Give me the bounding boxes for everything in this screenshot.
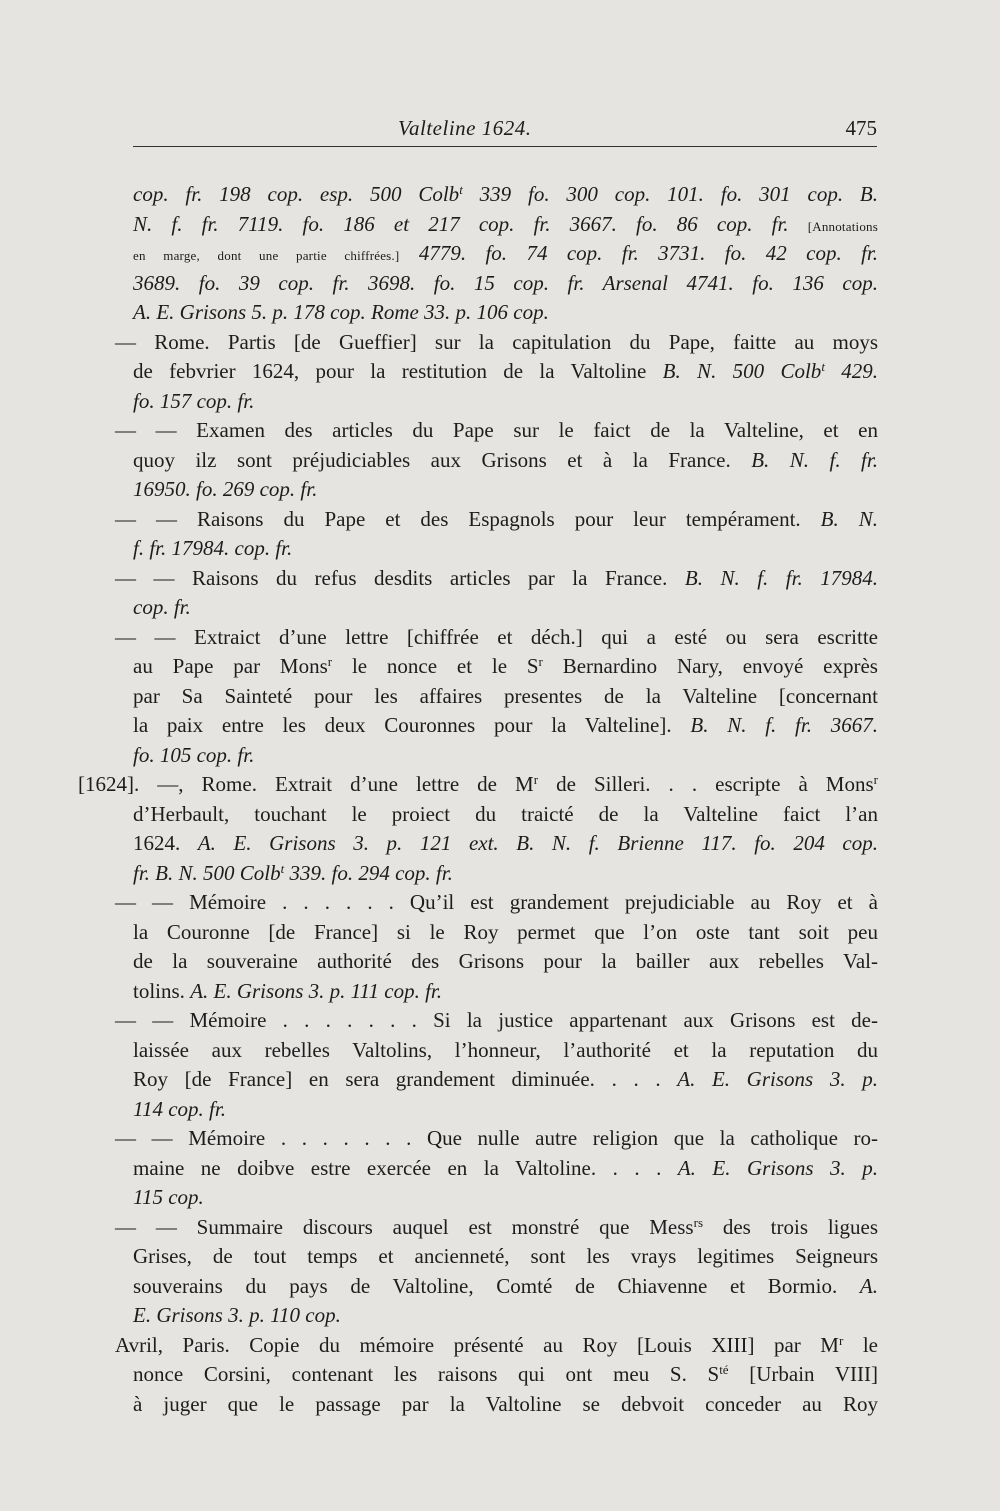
text-line: 16950. fo. 269 cop. fr. (133, 477, 318, 501)
text-line: à juger que le passage par la Valtoline se debvoit conceder au Roy (133, 1392, 878, 1416)
text-line: A. E. Grisons 5. p. 178 cop. Rome 33. p. 106 cop. (133, 300, 549, 324)
text-line: — — Mémoire . . . . . . . Si la justice appartenant aux Grisons est de- (115, 1008, 878, 1032)
text-line: — — Mémoire . . . . . . . Que nulle autre religion que la catholique ro- (115, 1126, 878, 1150)
text-line: de la souveraine authorité des Grisons pour la bailler aux rebelles Val- (133, 949, 878, 973)
text-line: cop. fr. (133, 595, 191, 619)
text-line: Avril, Paris. Copie du mémoire présenté au Roy [Louis XIII] par $M^r$ le (115, 1333, 878, 1357)
text-line: — — Raisons du Pape et des Espagnols pour leur tempérament. B. N. (115, 507, 878, 531)
text-line: 3689. fo. 39 cop. fr. 3698. fo. 15 cop. fr. Arsenal 4741. fo. 136 cop. (133, 271, 878, 295)
text-line: N. f. fr. 7119. fo. 186 et 217 cop. fr. 3667. fo. 86 cop. fr. [Annotations (133, 212, 879, 236)
text-line: nonce Corsini, contenant les raisons qui ont meu S. $S^{té}$ [Urbain VIII] (133, 1362, 878, 1386)
text-line: souverains du pays de Valtoline, Comté de Chiavenne et Bormio. A. (133, 1274, 878, 1298)
text-line: fr. B. N. 500 Colb$^t$ 339. fo. 294 cop. fr. (133, 861, 453, 885)
text-line: cop. fr. 198 cop. esp. 500 Colb$^t$ 339 fo. 300 cop. 101. fo. 301 cop. B. (133, 182, 878, 206)
text-line: en marge, dont une partie chiffrées.] 4779. fo. 74 cop. fr. 3731. fo. 42 cop. fr. (133, 241, 879, 265)
text-line: — Rome. Partis [de Gueffier] sur la capitulation du Pape, faitte au moys (115, 330, 878, 354)
text-line: laissée aux rebelles Valtolins, l’honneur, l’authorité et la reputation du (133, 1038, 878, 1062)
running-title: Valteline 1624. (398, 116, 532, 140)
page-number: 475 (845, 116, 877, 140)
text-line: fo. 105 cop. fr. (133, 743, 255, 767)
text-line: par Sa Sainteté pour les affaires presentes de la Valteline [concernant (133, 684, 878, 708)
text-line: d’Herbault, touchant le proiect du traicté de la Valteline faict l’an (133, 802, 878, 826)
text-line: f. fr. 17984. cop. fr. (133, 536, 293, 560)
text-line: 1624. A. E. Grisons 3. p. 121 ext. B. N. f. Brienne 117. fo. 204 cop. (133, 831, 879, 855)
text-line: la Couronne [de France] si le Roy permet que l’on oste tant soit peu (133, 920, 878, 944)
text-line: maine ne doibve estre exercée en la Valtoline. . . . A. E. Grisons 3. p. (133, 1156, 878, 1180)
text-line: au Pape par Mons$^r$ le nonce et le $S^r$ Bernardino Nary, envoyé exprès (133, 654, 878, 678)
text-line: — — Examen des articles du Pape sur le faict de la Valteline, et en (115, 418, 878, 442)
text-line: 114 cop. fr. (133, 1097, 226, 1121)
text-line: 115 cop. (133, 1185, 204, 1209)
text-line: Roy [de France] en sera grandement diminuée. . . . A. E. Grisons 3. p. (133, 1067, 878, 1091)
text-line: Grises, de tout temps et ancienneté, sont les vrays legitimes Seigneurs (133, 1244, 878, 1268)
text-line: — — Raisons du refus desdits articles par la France. B. N. f. fr. 17984. (115, 566, 878, 590)
text-line: [1624]. —, Rome. Extrait d’une lettre de $M^r$ de Silleri. . . escripte à Mons$^r$ (78, 772, 878, 796)
text-line: E. Grisons 3. p. 110 cop. (133, 1303, 341, 1327)
text-line: — — Mémoire . . . . . . Qu’il est grandement prejudiciable au Roy et à (115, 890, 878, 914)
text-line: de febvrier 1624, pour la restitution de la Valtoline B. N. 500 Colb$^t$ 429. (133, 359, 879, 383)
text-line: — — Summaire discours auquel est monstré que Mess$^{rs}$ des trois ligues (115, 1215, 878, 1239)
page-header (133, 116, 877, 147)
text-line: la paix entre les deux Couronnes pour la Valteline]. B. N. f. fr. 3667. (133, 713, 878, 737)
text-line: — — Extraict d’une lettre [chiffrée et déch.] qui a esté ou sera escritte (115, 625, 878, 649)
text-line: fo. 157 cop. fr. (133, 389, 255, 413)
text-line: quoy ilz sont préjudiciables aux Grisons et à la France. B. N. f. fr. (133, 448, 878, 472)
text-line: tolins. A. E. Grisons 3. p. 111 cop. fr. (133, 979, 442, 1003)
